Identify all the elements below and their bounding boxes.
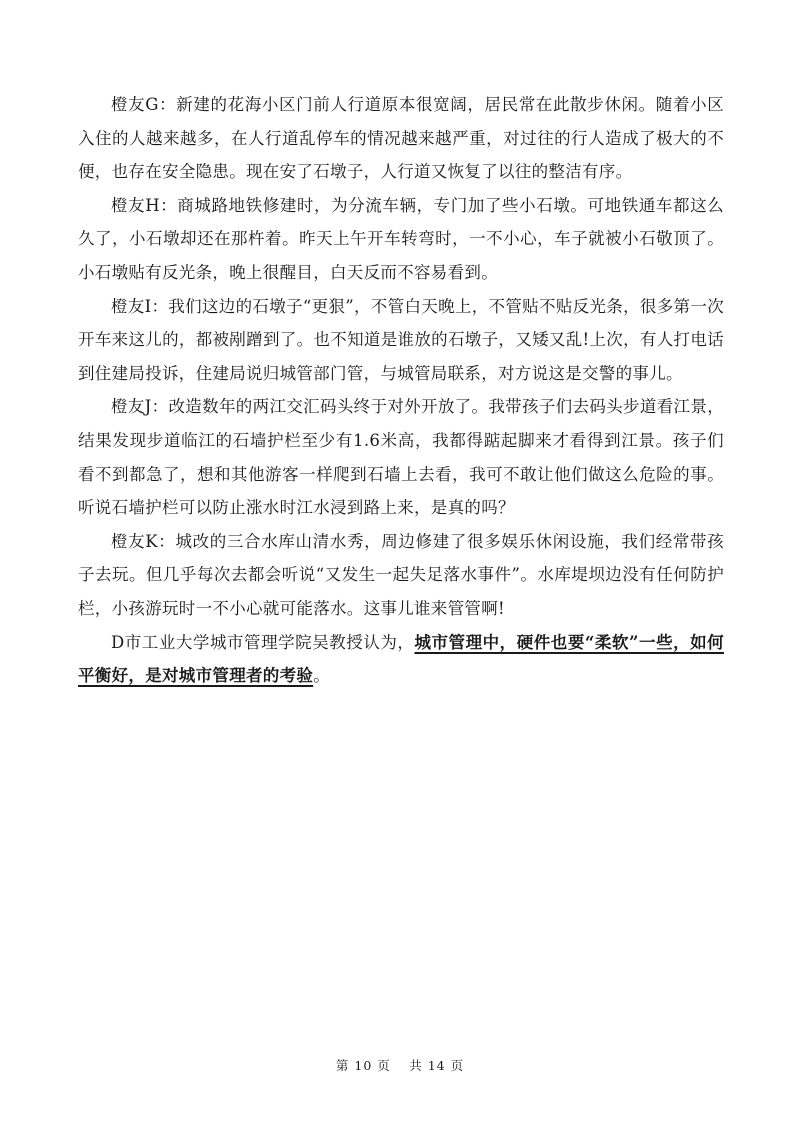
paragraph-g: 橙友G：新建的花海小区门前人行道原本很宽阔，居民常在此散步休闲。随着小区入住的人越来越多，在人行道乱停车的情况越来越严重，对过往的行人造成了极大的不便，也存在安全隐患。现在安了石墩子，人行道又恢复了以往的整洁有序。 bbox=[78, 95, 724, 182]
closing-emphasis: 城市管理中，硬件也要“柔软”一些，如何平衡好，是对城市管理者的考验 bbox=[78, 632, 724, 686]
page-number-footer: 第 10 页 共 14 页 bbox=[335, 1058, 465, 1073]
paragraph-k: 橙友K：城改的三合水库山清水秀，周边修建了很多娱乐休闲设施，我们经常带孩子去玩。但几乎每次去都会听说“又发生一起失足落水事件”。水库堤坝边没有任何防护栏，小孩游玩时一不小心就可能落水。这事儿谁来管管啊! bbox=[78, 531, 724, 618]
closing-prefix: D市工业大学城市管理学院吴教授认为， bbox=[111, 632, 415, 652]
closing-paragraph bbox=[78, 626, 724, 693]
paragraph-j: 橙友J：改造数年的两江交汇码头终于对外开放了。我带孩子们去码头步道看江景，结果发现步道临江的石墙护栏至少有1.6米高，我都得踮起脚来才看得到江景。孩子们看不到都急了，想和其他游客一样爬到石墙上去看，我可不敢让他们做这么危险的事。听说石墙护栏可以防止涨水时江水浸到路上来，是真的吗？ bbox=[78, 397, 724, 518]
paragraph-i: 橙友I：我们这边的石墩子“更狠”，不管白天晚上，不管贴不贴反光条，很多第一次开车来这儿的，都被剐蹭到了。也不知道是谁放的石墩子，又矮又乱!上次，有人打电话到住建局投诉，住建局说归城管部门管，与城管局联系，对方说这是交警的事儿。 bbox=[78, 296, 724, 383]
closing-suffix: 。 bbox=[313, 666, 331, 686]
document-body bbox=[78, 88, 724, 693]
paragraph-h: 橙友H：商城路地铁修建时，为分流车辆，专门加了些小石墩。可地铁通车都这么久了，小石墩却还在那杵着。昨天上午开车转弯时，一不小心，车子就被小石敬顶了。小石墩贴有反光条，晚上很醒目，白天反而不容易看到。 bbox=[78, 195, 724, 282]
